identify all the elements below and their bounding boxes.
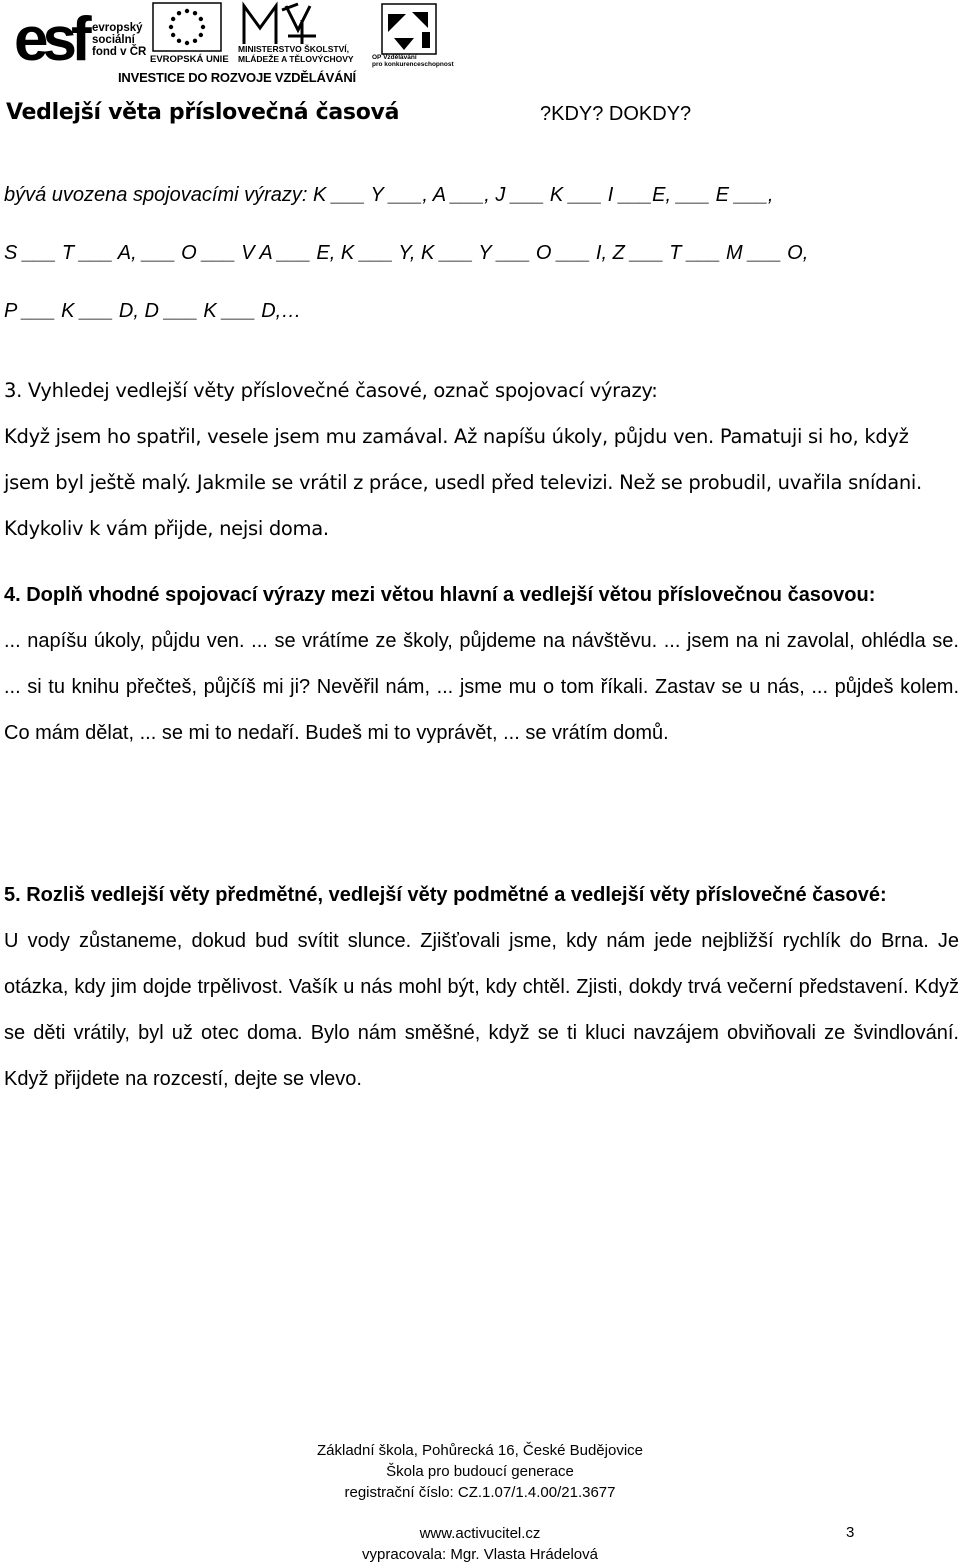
task-3-heading: 3. Vyhledej vedlejší věty příslovečné časové, označ spojovací výrazy: bbox=[4, 379, 658, 402]
op-vk-logo bbox=[378, 2, 440, 56]
esf-logo bbox=[14, 6, 98, 68]
eu-star-icon bbox=[193, 11, 197, 15]
eu-star-icon bbox=[177, 39, 181, 43]
footer-registration: registrační číslo: CZ.1.07/1.4.00/21.3677 bbox=[344, 1484, 616, 1501]
eu-star-icon bbox=[171, 17, 175, 21]
eu-star-icon bbox=[193, 39, 197, 43]
eu-star-icon bbox=[177, 11, 181, 15]
footer-motto: Škola pro budoucí generace bbox=[386, 1463, 574, 1480]
svg-text:esf: esf bbox=[14, 6, 86, 68]
task-3 bbox=[4, 368, 959, 552]
page-number: 3 bbox=[846, 1524, 855, 1541]
fill-in-line: P ___ K ___ D, D ___ K ___ D,… bbox=[4, 300, 302, 322]
task-3-text: Když jsem ho spatřil, vesele jsem mu zamával. Až napíšu úkoly, půjdu ven. Pamatuji si ho, když jsem byl ještě malý. Jakmile se vrátil z práce, usedl před televizi. Než se probudil, uvařila snídani. Kdykoliv k vám přijde, nejsi doma. bbox=[4, 425, 922, 540]
logo-strip bbox=[0, 0, 960, 92]
footer-website: www.activucitel.cz bbox=[419, 1525, 541, 1542]
fill-in-line: S ___ T ___ A, ___ O ___ V A ___ E, K ___ Y, K ___ Y ___ O ___ I, Z ___ T ___ M ___ O, bbox=[4, 242, 809, 264]
eu-star-icon bbox=[185, 41, 189, 45]
eu-star-icon bbox=[169, 25, 173, 29]
msmt-caption: MINISTERSTVO ŠKOLSTVÍ, MLÁDEŽE A TĚLOVÝCHOVY bbox=[238, 44, 354, 64]
eu-star-icon bbox=[185, 9, 189, 13]
task-4-text: ... napíšu úkoly, půjdu ven. ... se vrátíme ze školy, půjdeme na návštěvu. ... jsem na ni zavolal, ohlédla se. ... si tu knihu přečteš, půjčíš mi ji? Nevěřil nám, ... jsme mu o tom říkali. Zastav se u nás, ... půjdeš kolem. Co mám dělat, ... se mi to nedaří. Budeš mi to vyprávět, ... se vrátím domů. bbox=[4, 630, 959, 744]
msmt-logo bbox=[238, 0, 320, 46]
fill-in-line: bývá uvozena spojovacími výrazy: K ___ Y ___, A ___, J ___ K ___ I ___E, ___ E ___, bbox=[4, 184, 774, 206]
esf-caption: evropský sociální fond v ČR bbox=[92, 22, 147, 58]
question-subtitle: ?KDY? DOKDY? bbox=[540, 103, 692, 125]
conjunction-fill-in bbox=[4, 166, 959, 340]
eu-star-icon bbox=[171, 33, 175, 37]
investice-slogan: INVESTICE DO ROZVOJE VZDĚLÁVÁNÍ bbox=[118, 70, 356, 85]
op-caption: OP Vzdělávání pro konkurenceschopnost bbox=[372, 54, 454, 68]
task-5 bbox=[4, 872, 959, 1102]
footer-author: vypracovala: Mgr. Vlasta Hrádelová bbox=[362, 1546, 598, 1563]
eu-caption: EVROPSKÁ UNIE bbox=[150, 54, 229, 65]
eu-star-icon bbox=[201, 25, 205, 29]
task-4-heading: 4. Doplň vhodné spojovací výrazy mezi větou hlavní a vedlejší větou příslovečnou časovou: bbox=[4, 584, 876, 606]
task-4 bbox=[4, 572, 959, 756]
footer-school: Základní škola, Pohůrecká 16, České Budějovice bbox=[316, 1442, 643, 1459]
eu-star-icon bbox=[199, 33, 203, 37]
task-5-text: U vody zůstaneme, dokud bud svítit slunce. Zjišťovali jsme, kdy nám jede nejbližší rychlík do Brna. Je otázka, kdy jim dojde trpělivost. Vašík u nás mohl být, kdy chtěl. Zjisti, dokdy trvá večerní představení. Když se děti vrátily, byl už otec doma. Bylo nám směšné, když se ti kluci navzájem obviňovali ze švindlování. Když přijdete na rozcestí, dejte se vlevo. bbox=[4, 930, 959, 1090]
task-5-heading: 5. Rozliš vedlejší věty předmětné, vedlejší věty podmětné a vedlejší věty příslovečné časové: bbox=[4, 884, 887, 906]
eu-flag-logo bbox=[152, 2, 222, 56]
eu-star-icon bbox=[199, 17, 203, 21]
page-title: Vedlejší věta příslovečná časová bbox=[6, 100, 400, 125]
